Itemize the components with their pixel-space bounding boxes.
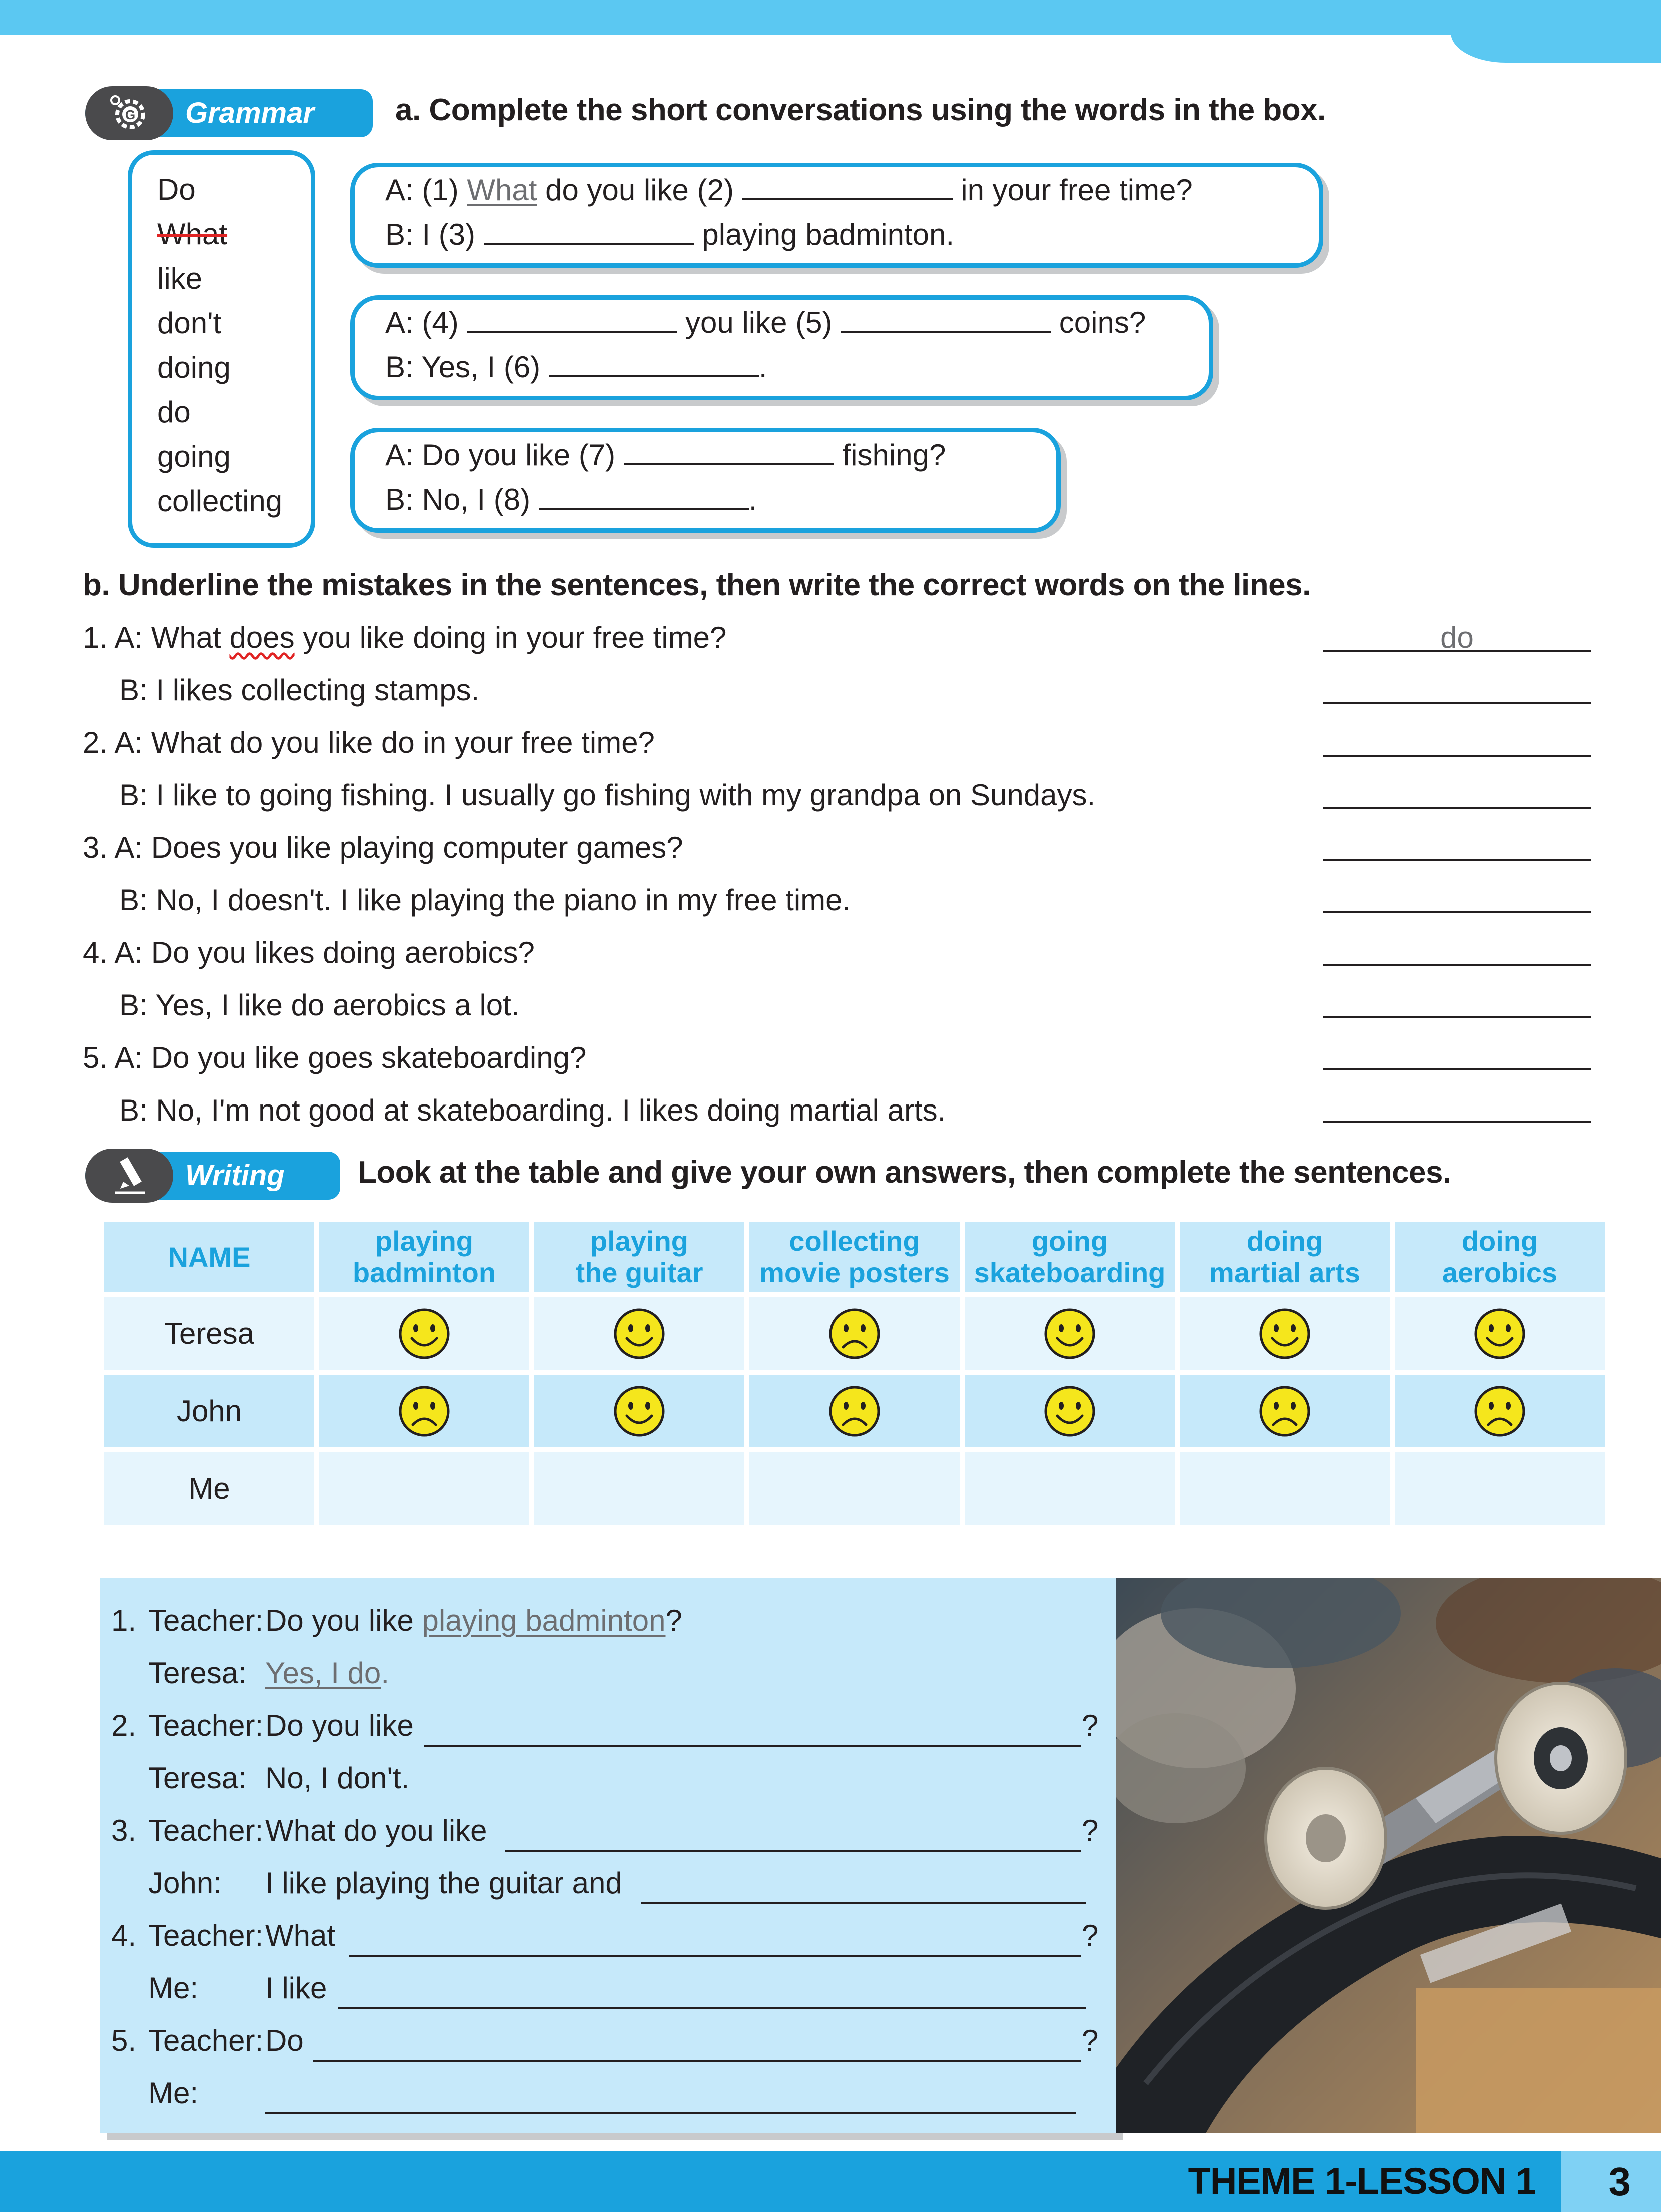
s5b-fill-line[interactable] xyxy=(265,2112,1076,2114)
table-row-name: John xyxy=(104,1375,314,1447)
b-item-4b: B: Yes, I like do aerobics a lot. xyxy=(119,988,520,1022)
word-going: going xyxy=(157,440,231,473)
table-cell-empty[interactable] xyxy=(1180,1452,1390,1525)
s4-end: ? xyxy=(1082,1919,1099,1952)
word-what: What xyxy=(157,217,228,251)
b-line-5[interactable] xyxy=(1323,859,1591,861)
conv1-b-end: playing badminton. xyxy=(693,218,955,251)
table-row-name: Me xyxy=(104,1452,314,1525)
s4b-fill-line[interactable] xyxy=(338,2007,1086,2009)
b-line-1[interactable] xyxy=(1323,650,1591,652)
table-cell-happy xyxy=(965,1375,1175,1447)
pencil-icon xyxy=(85,1149,173,1203)
table-cell-sad xyxy=(1180,1375,1390,1447)
table-cell-happy xyxy=(1395,1297,1605,1370)
s5b-speaker: Me: xyxy=(148,2076,199,2110)
table-header-name: NAME xyxy=(104,1222,314,1292)
b-item-1a-post: you like doing in your free time? xyxy=(294,621,727,654)
table-cell-happy xyxy=(534,1375,744,1447)
table-cell-sad xyxy=(749,1297,960,1370)
s5-number: 5. xyxy=(111,2024,137,2057)
conv3-line-a xyxy=(385,438,946,472)
conv1-b-start: B: I (3) xyxy=(385,218,484,251)
b-item-5a: 5. A: Do you like goes skateboarding? xyxy=(83,1041,587,1074)
header-line-1: doing xyxy=(1461,1225,1538,1257)
header-line-2: badminton xyxy=(352,1257,496,1288)
conv2-a-mid: you like (5) xyxy=(677,306,841,339)
b-item-1a-mistake: does xyxy=(229,621,295,654)
s3-end: ? xyxy=(1082,1814,1099,1847)
s2-fill-line[interactable] xyxy=(424,1745,1081,1747)
conv3-a-start: A: Do you like (7) xyxy=(385,438,624,472)
header-line-1: doing xyxy=(1246,1225,1323,1257)
table-cell-empty[interactable] xyxy=(319,1452,529,1525)
blank-7[interactable] xyxy=(624,438,834,465)
s1-number: 1. xyxy=(111,1604,137,1637)
sad-face-icon xyxy=(827,1384,882,1439)
s5-end: ? xyxy=(1082,2024,1099,2057)
gear-icon xyxy=(85,86,173,140)
s1-end: ? xyxy=(665,1604,682,1637)
s3b-text: I like playing the guitar and xyxy=(265,1866,622,1900)
table-header-2 xyxy=(534,1222,744,1292)
table-cell-empty[interactable] xyxy=(749,1452,960,1525)
blank-8[interactable] xyxy=(539,483,749,510)
writing-pill xyxy=(85,1152,340,1200)
table-row-name: Teresa xyxy=(104,1297,314,1370)
part-b-heading: b. Underline the mistakes in the sentences, then write the correct words on the lines. xyxy=(83,568,1311,602)
s3b-fill-line[interactable] xyxy=(641,1902,1086,1904)
table-cell-sad xyxy=(319,1375,529,1447)
b-item-2a: 2. A: What do you like do in your free time? xyxy=(83,726,655,759)
b-item-1b: B: I likes collecting stamps. xyxy=(119,673,480,707)
s4-text: What xyxy=(265,1919,336,1952)
header-line-2: skateboarding xyxy=(974,1257,1166,1288)
b-item-2b: B: I like to going fishing. I usually go fishing with my grandpa on Sundays. xyxy=(119,778,1096,812)
conv2-a-end: coins? xyxy=(1051,306,1146,339)
s4-number: 4. xyxy=(111,1919,137,1952)
blank-2[interactable] xyxy=(742,173,953,200)
happy-face-icon xyxy=(1042,1306,1097,1361)
table-cell-empty[interactable] xyxy=(1395,1452,1605,1525)
conv1-line-a xyxy=(385,173,1193,207)
writing-heading: Look at the table and give your own answers, then complete the sentences. xyxy=(358,1155,1451,1190)
s1-prefix: Do you like xyxy=(265,1604,422,1637)
table-cell-happy xyxy=(965,1297,1175,1370)
s3-number: 3. xyxy=(111,1814,137,1847)
table-header-6 xyxy=(1395,1222,1605,1292)
s2-number: 2. xyxy=(111,1709,137,1742)
word-do-cap: Do xyxy=(157,173,196,206)
svg-text:G: G xyxy=(125,107,136,122)
conv1-a-mid: do you like (2) xyxy=(537,173,742,207)
s2-speaker: Teacher: xyxy=(148,1709,264,1742)
s4b-speaker: Me: xyxy=(148,1971,199,2005)
b-line-2[interactable] xyxy=(1323,702,1591,704)
table-cell-empty[interactable] xyxy=(534,1452,744,1525)
conv1-answer-1: What xyxy=(467,173,537,207)
sad-face-icon xyxy=(1472,1384,1527,1439)
happy-face-icon xyxy=(1472,1306,1527,1361)
b-line-9[interactable] xyxy=(1323,1068,1591,1070)
activity-table xyxy=(104,1222,1605,1525)
b-line-8[interactable] xyxy=(1323,1016,1591,1018)
s4b-text: I like xyxy=(265,1971,327,2005)
writing-label: Writing xyxy=(185,1159,285,1192)
table-cell-happy xyxy=(319,1297,529,1370)
header-line-1: playing xyxy=(375,1225,474,1257)
grammar-label: Grammar xyxy=(185,97,314,129)
happy-face-icon xyxy=(612,1306,667,1361)
s4-speaker: Teacher: xyxy=(148,1919,264,1952)
s1b-speaker: Teresa: xyxy=(148,1656,247,1690)
happy-face-icon xyxy=(397,1306,452,1361)
s1-speaker: Teacher: xyxy=(148,1604,264,1637)
s1-answer: playing badminton xyxy=(422,1604,666,1637)
word-do: do xyxy=(157,395,191,429)
top-band xyxy=(0,0,1661,35)
b-item-4a: 4. A: Do you likes doing aerobics? xyxy=(83,936,535,969)
table-header-5 xyxy=(1180,1222,1390,1292)
word-doing: doing xyxy=(157,351,231,384)
s2-text: Do you like xyxy=(265,1709,414,1742)
s3-speaker: Teacher: xyxy=(148,1814,264,1847)
grammar-heading: a. Complete the short conversations using the words in the box. xyxy=(395,93,1326,127)
table-header-3 xyxy=(749,1222,960,1292)
b-item-3a: 3. A: Does you like playing computer games? xyxy=(83,831,683,864)
table-header-1 xyxy=(319,1222,529,1292)
happy-face-icon xyxy=(1042,1384,1097,1439)
header-line-2: the guitar xyxy=(575,1257,703,1288)
conv2-b-end: . xyxy=(758,350,767,384)
b-line-6[interactable] xyxy=(1323,911,1591,913)
conv2-b-start: B: Yes, I (6) xyxy=(385,350,549,384)
conv2-line-a xyxy=(385,305,1146,340)
skateboard-photo xyxy=(1116,1578,1661,2133)
s5-speaker: Teacher: xyxy=(148,2024,264,2057)
blank-4[interactable] xyxy=(467,306,677,333)
s3-fill-line[interactable] xyxy=(505,1850,1081,1852)
conv1-a-end: in your free time? xyxy=(952,173,1193,207)
blank-3[interactable] xyxy=(484,218,694,245)
b-line-10[interactable] xyxy=(1323,1121,1591,1123)
s1b-end: . xyxy=(381,1656,389,1690)
b-line-7[interactable] xyxy=(1323,964,1591,966)
s2b-text: No, I don't. xyxy=(265,1761,410,1795)
s1b-text xyxy=(265,1656,389,1690)
header-line-1: going xyxy=(1031,1225,1108,1257)
word-collecting: collecting xyxy=(157,484,283,518)
s2b-speaker: Teresa: xyxy=(148,1761,247,1795)
blank-5[interactable] xyxy=(841,306,1051,333)
conv2-a-start: A: (4) xyxy=(385,306,467,339)
header-line-2: martial arts xyxy=(1209,1257,1360,1288)
s5-text: Do xyxy=(265,2024,304,2057)
b-line-3[interactable] xyxy=(1323,755,1591,757)
conv3-b-end: . xyxy=(748,483,757,516)
conv1-a-start: A: (1) xyxy=(385,173,467,207)
header-line-2: aerobics xyxy=(1442,1257,1558,1288)
s2-end: ? xyxy=(1082,1709,1099,1742)
table-cell-sad xyxy=(749,1375,960,1447)
happy-face-icon xyxy=(1257,1306,1312,1361)
b-item-1a xyxy=(83,620,726,655)
table-cell-empty[interactable] xyxy=(965,1452,1175,1525)
page-number: 3 xyxy=(1608,2159,1631,2204)
table-header-4 xyxy=(965,1222,1175,1292)
blank-6[interactable] xyxy=(549,350,759,377)
b-item-5b: B: No, I'm not good at skateboarding. I likes doing martial arts. xyxy=(119,1093,946,1127)
word-like: like xyxy=(157,262,203,295)
grammar-pill xyxy=(85,89,373,137)
sad-face-icon xyxy=(1257,1384,1312,1439)
b-answer-1a: do xyxy=(1440,621,1474,654)
s3-text: What do you like xyxy=(265,1814,487,1847)
s1b-answer: Yes, I do xyxy=(265,1656,381,1690)
word-dont: don't xyxy=(157,306,222,340)
conv3-a-end: fishing? xyxy=(834,438,946,472)
conv1-line-b xyxy=(385,217,954,252)
header-line-2: movie posters xyxy=(759,1257,950,1288)
b-line-4[interactable] xyxy=(1323,807,1591,809)
lesson-label: THEME 1-LESSON 1 xyxy=(1188,2160,1536,2202)
sad-face-icon xyxy=(397,1384,452,1439)
header-line-1: playing xyxy=(590,1225,689,1257)
table-cell-happy xyxy=(1180,1297,1390,1370)
b-item-1a-pre: 1. A: What xyxy=(83,621,230,654)
s3b-speaker: John: xyxy=(148,1866,222,1900)
s5-fill-line[interactable] xyxy=(313,2060,1081,2062)
conv3-line-b xyxy=(385,482,757,517)
sad-face-icon xyxy=(827,1306,882,1361)
word-box xyxy=(128,150,315,548)
happy-face-icon xyxy=(612,1384,667,1439)
b-item-3b: B: No, I doesn't. I like playing the piano in my free time. xyxy=(119,883,851,917)
header-line-1: collecting xyxy=(789,1225,920,1257)
table-cell-happy xyxy=(534,1297,744,1370)
top-band-tab xyxy=(1451,0,1661,63)
conv2-line-b xyxy=(385,350,767,384)
s4-fill-line[interactable] xyxy=(349,1955,1081,1957)
s1-text xyxy=(265,1603,682,1638)
conv3-b-start: B: No, I (8) xyxy=(385,483,539,516)
table-cell-sad xyxy=(1395,1375,1605,1447)
